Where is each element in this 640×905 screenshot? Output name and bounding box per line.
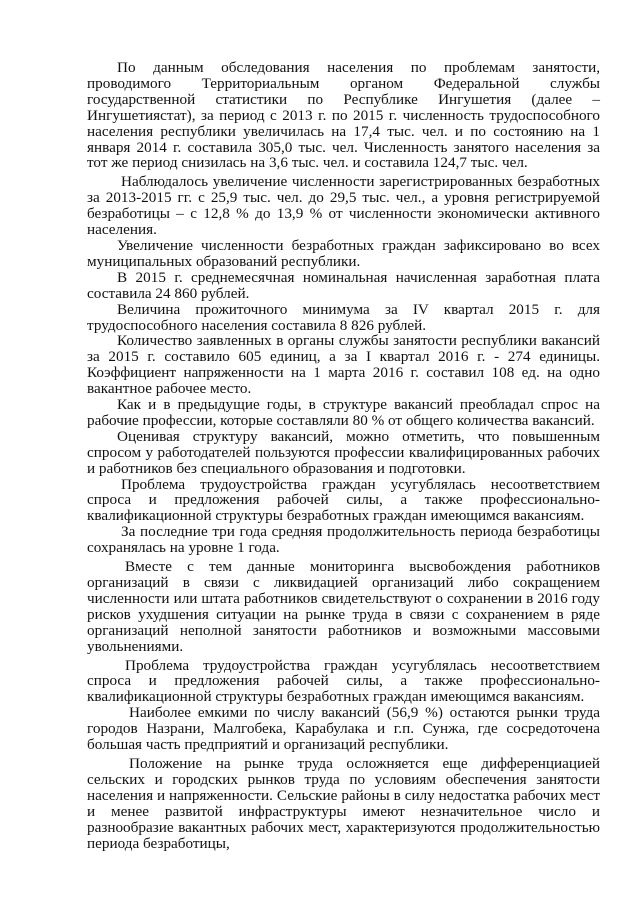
paragraph-unemployed-increase: Увеличение численности безработных граждан зафиксировано во всех муниципальных образований республики. (87, 236, 600, 270)
paragraph-vacancies-count: Количество заявленных в органы службы занятости республики вакансий за 2015 г. составило 605 единиц, а за I квартал 2016 г. - 274 единицы. Коэффициент напряженности на 1 марта 2016 г. составил 108 ед. на одно вакантное рабочее место. (87, 332, 600, 398)
paragraph-rural-urban: Положение на рынке труда осложняется еще дифференциацией сельских и городских рынков труда по условиям обеспечения занятости населения и напряженности. Сельские районы в силу недостатка рабочих мест и менее развитой инфраструктуры имеют незначительное число и разнообразие вакантных рабочих мест, характеризуются продолжительностью периода безработицы, (87, 754, 600, 852)
paragraph-labor-markets: Наиболее емкими по числу вакансий (56,9 %) остаются рынки труда городов Назрани, Малгобека, Карабулака и г.п. Сунжа, где сосредоточена большая часть предприятий и организаций республики. (87, 704, 600, 754)
paragraph-layoff-monitoring: Вместе с тем данные мониторинга высвобождения работников организаций в связи с ликвидацией организаций либо сокращением численности или штата работников свидетельствуют о сохранении в 2016 году рисков ухудшения ситуации на рынке труда в связи с сохранением в ряде организаций неполной занятости работников и возможными массовыми увольнениями. (87, 558, 600, 655)
paragraph-employer-demand: Оценивая структуру вакансий, можно отметить, что повышенным спросом у работодателей пользуются профессии квалифицированных рабочих и работников без специального образования и подготовки. (87, 427, 600, 477)
paragraph-vacancy-structure: Как и в предыдущие годы, в структуре вакансий преобладал спрос на рабочие профессии, которые составляли 80 % от общего количества вакансий. (87, 396, 600, 429)
paragraph-registered-unemployed: Наблюдалось увеличение численности зарегистрированных безработных за 2013-2015 гг. с 25,9 тыс. чел. до 29,5 тыс. чел., а уровня регистрируемой безработицы – с 12,8 % до 13,9 % от численности экономически активного населения. (87, 173, 600, 239)
paragraph-average-wage: В 2015 г. среднемесячная номинальная начисленная заработная плата составила 24 860 рублей. (87, 268, 600, 302)
paragraph-employment-survey: По данным обследования населения по проблемам занятости, проводимого Территориальным органом Федеральной службы государственной статистики по Республике Ингушетия (далее – Ингушетиястат), за период с 2013 г. по 2015 г. численность трудоспособного населения республики увеличилась на 17,4 тыс. чел. и по состоянию на 1 января 2014 г. составила 305,0 тыс. чел. Численность занятого населения за тот же период снизилась на 3,6 тыс. чел. и составила 124,7 тыс. чел. (87, 59, 600, 172)
paragraph-subsistence-minimum: Величина прожиточного минимума за IV квартал 2015 г. для трудоспособного населения составила 8 826 рублей. (87, 300, 600, 334)
paragraph-employment-problem-repeat: Проблема трудоустройства граждан усугублялась несоответствием спроса и предложения рабочей силы, а также профессионально-квалификационной структуры безработных граждан имеющимся вакансиям. (87, 656, 600, 706)
paragraph-unemployment-duration: За последние три года средняя продолжительность периода безработицы сохранялась на уровне 1 года. (87, 523, 600, 557)
paragraph-employment-problem: Проблема трудоустройства граждан усугублялась несоответствием спроса и предложения рабочей силы, а также профессионально-квалификационной структуры безработных граждан имеющимся вакансиям. (87, 475, 600, 525)
document-page (87, 60, 600, 851)
